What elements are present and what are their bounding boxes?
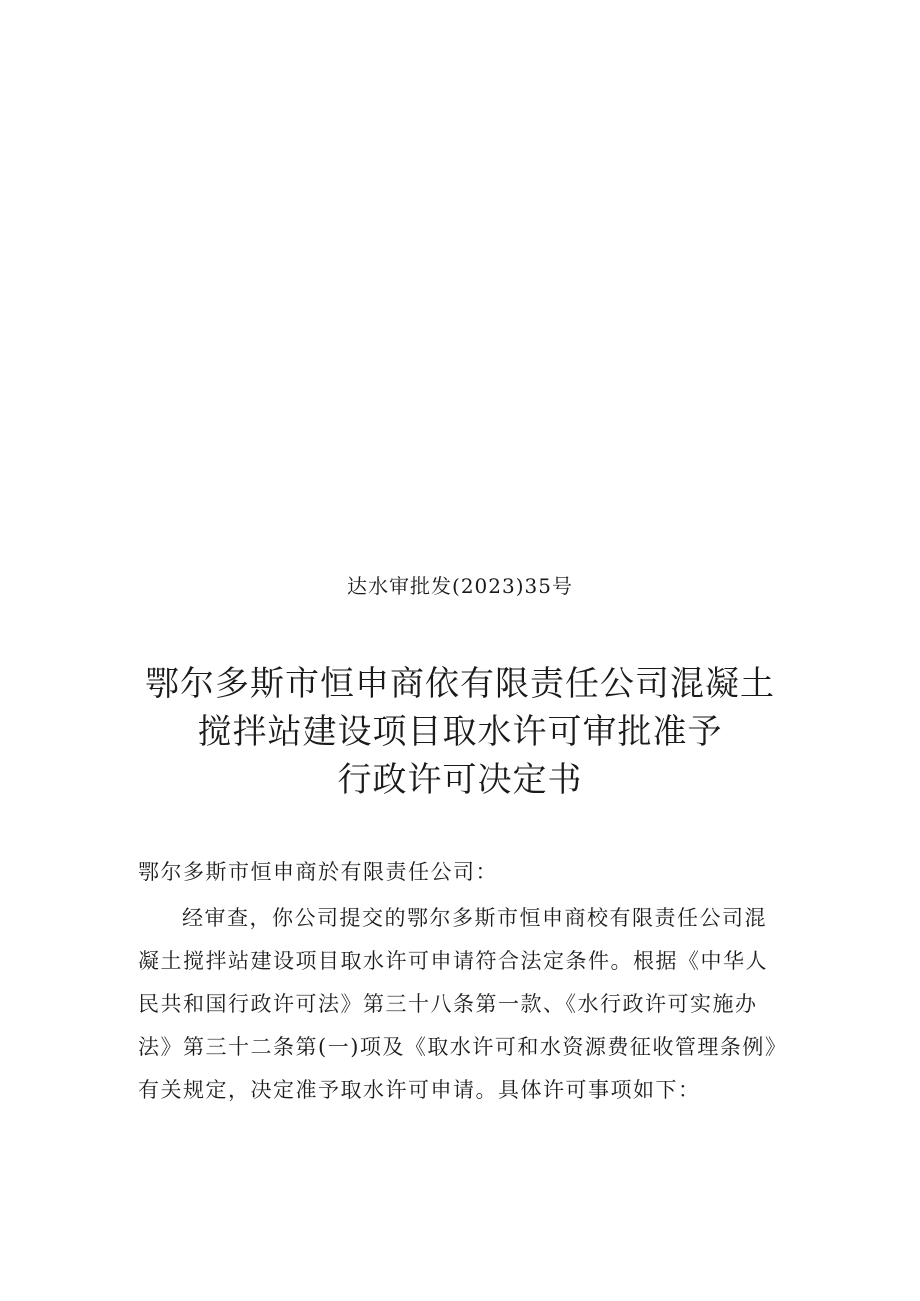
recipient-line: 鄂尔多斯市恒申商於有限责任公司：	[138, 860, 498, 884]
title-line: 鄂尔多斯市恒申商依有限责任公司混凝土	[145, 664, 775, 704]
title-line: 行政许可决定书	[337, 760, 583, 800]
body-line: 法》第三十二条第(一)项及《取水许可和水资源费征收管理条例》	[138, 1035, 788, 1059]
document-title	[100, 660, 820, 804]
title-line: 搅拌站建设项目取水许可审批准予	[197, 712, 723, 752]
body-line: 经审查，你公司提交的鄂尔多斯市恒申商校有限责任公司混	[182, 906, 767, 930]
document-number: 达水审批发(2023)35号	[347, 574, 573, 598]
body-line: 有关规定，决定准予取水许可申请。具体许可事项如下：	[138, 1078, 701, 1102]
body-line: 凝土搅拌站建设项目取水许可申请符合法定条件。根据《中华人	[138, 949, 768, 973]
body-paragraph	[138, 903, 788, 1118]
body-line: 民共和国行政许可法》第三十八条第一款、《水行政许可实施办	[138, 992, 758, 1016]
